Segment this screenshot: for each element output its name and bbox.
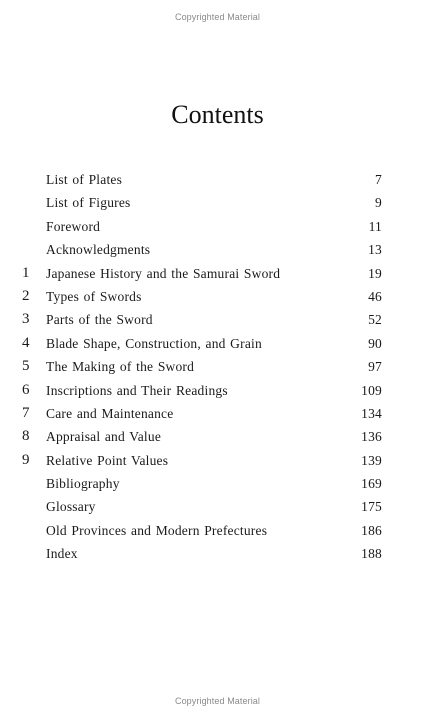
chapter-number: 9 bbox=[22, 451, 30, 468]
table-of-contents bbox=[0, 168, 435, 566]
toc-entry bbox=[0, 449, 435, 472]
toc-entry bbox=[0, 425, 435, 448]
toc-entry bbox=[0, 402, 435, 425]
page-number: 19 bbox=[368, 265, 382, 281]
toc-entry bbox=[0, 542, 435, 565]
chapter-number: 2 bbox=[22, 287, 30, 304]
toc-entry bbox=[0, 519, 435, 542]
toc-entry bbox=[0, 379, 435, 402]
entry-title: Care and Maintenance bbox=[46, 405, 174, 421]
entry-title: Index bbox=[46, 546, 78, 562]
page-number: 11 bbox=[368, 218, 382, 234]
toc-entry bbox=[0, 495, 435, 518]
page-number: 136 bbox=[361, 429, 382, 445]
page-number: 109 bbox=[361, 382, 382, 398]
chapter-number: 5 bbox=[22, 358, 30, 375]
page-number: 188 bbox=[361, 546, 382, 562]
toc-entry bbox=[0, 191, 435, 214]
entry-title: The Making of the Sword bbox=[46, 359, 195, 375]
page-number: 90 bbox=[368, 335, 382, 351]
toc-entry bbox=[0, 215, 435, 238]
entry-title: Old Provinces and Modern Prefectures bbox=[46, 522, 268, 538]
page-number: 52 bbox=[368, 312, 382, 328]
header-watermark: Copyrighted Material bbox=[174, 12, 261, 22]
chapter-number: 6 bbox=[22, 381, 30, 398]
toc-entry bbox=[0, 238, 435, 261]
chapter-number: 7 bbox=[22, 404, 30, 421]
toc-entry bbox=[0, 472, 435, 495]
toc-entry bbox=[0, 168, 435, 191]
toc-entry bbox=[0, 285, 435, 308]
entry-title: Bibliography bbox=[46, 476, 120, 492]
chapter-number: 4 bbox=[22, 334, 30, 351]
entry-title: Foreword bbox=[46, 218, 101, 234]
page-title: Contents bbox=[171, 100, 264, 129]
page-number: 13 bbox=[368, 242, 382, 258]
toc-entry bbox=[0, 308, 435, 331]
toc-entry bbox=[0, 262, 435, 285]
page-number: 186 bbox=[361, 522, 382, 538]
page-number: 175 bbox=[361, 499, 382, 515]
entry-title: List of Plates bbox=[46, 172, 123, 187]
entry-title: List of Figures bbox=[46, 195, 131, 211]
entry-title: Appraisal and Value bbox=[46, 429, 162, 445]
entry-title: Relative Point Values bbox=[46, 452, 169, 468]
chapter-number: 1 bbox=[22, 264, 30, 281]
entry-title: Inscriptions and Their Readings bbox=[46, 382, 228, 398]
entry-title: Glossary bbox=[46, 499, 96, 515]
entry-title: Blade Shape, Construction, and Grain bbox=[46, 335, 262, 351]
toc-entry bbox=[0, 355, 435, 378]
page-number: 169 bbox=[361, 476, 382, 492]
page-number: 139 bbox=[361, 452, 382, 468]
page-number: 134 bbox=[361, 405, 382, 421]
page-number: 7 bbox=[375, 172, 382, 187]
page-number: 9 bbox=[375, 195, 382, 211]
entry-title: Japanese History and the Samurai Sword bbox=[46, 265, 281, 281]
entry-title: Types of Swords bbox=[46, 288, 142, 304]
toc-entry bbox=[0, 332, 435, 355]
page-number: 46 bbox=[368, 288, 382, 304]
chapter-number: 3 bbox=[22, 311, 30, 328]
page-number: 97 bbox=[368, 359, 382, 375]
entry-title: Acknowledgments bbox=[46, 242, 151, 258]
chapter-number: 8 bbox=[22, 428, 30, 445]
entry-title: Parts of the Sword bbox=[46, 312, 153, 328]
footer-watermark: Copyrighted Material bbox=[174, 696, 261, 706]
